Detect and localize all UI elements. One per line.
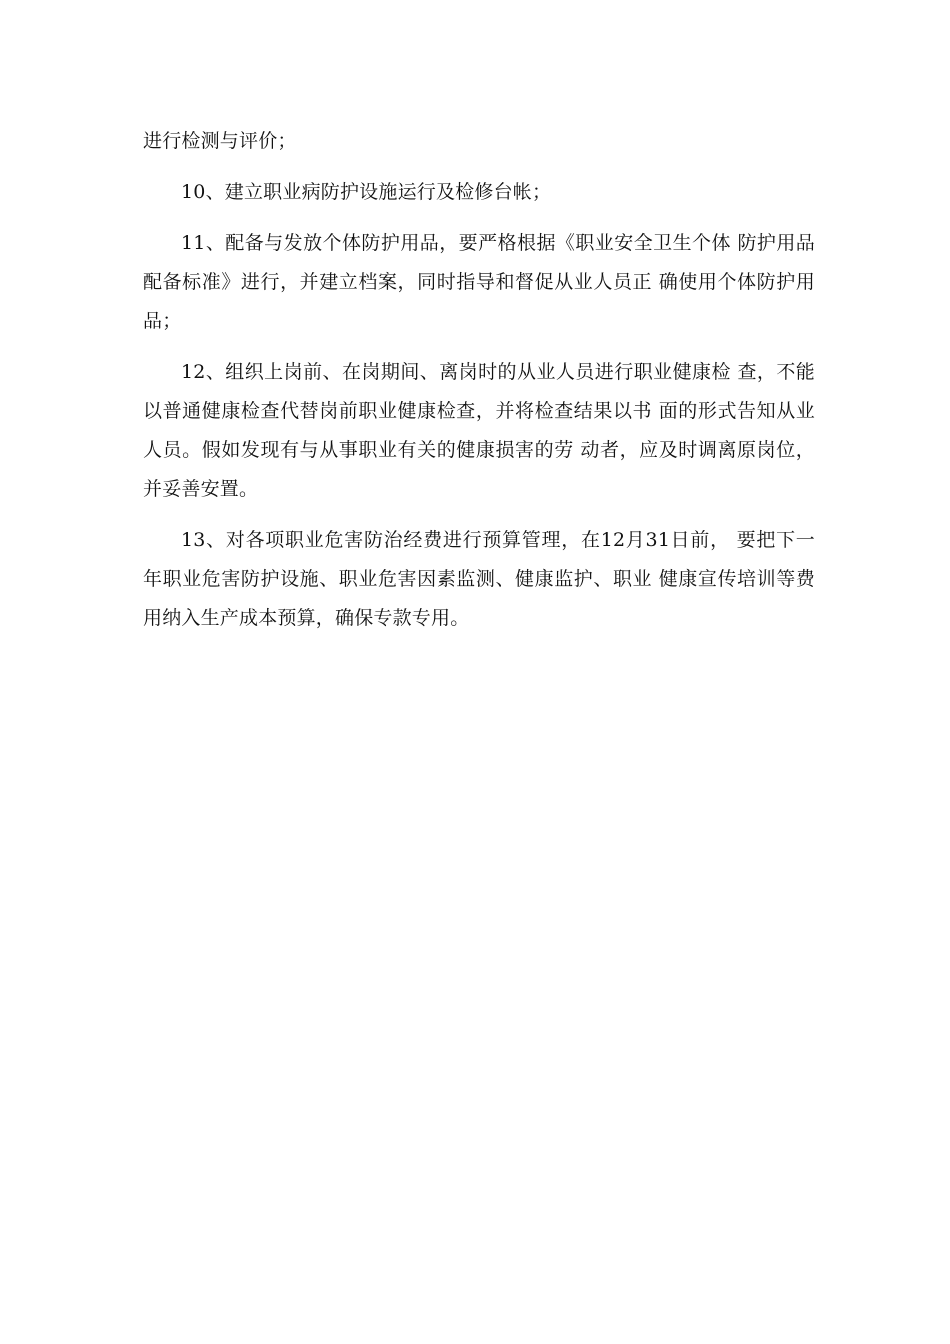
document-body xyxy=(143,122,815,650)
paragraph-item-10: 10、建立职业病防护设施运行及检修台帐； xyxy=(181,181,552,203)
paragraph-item-13: 13、对各项职业危害防治经费进行预算管理，在12月31日前， 要把下一年职业危害防护设施、职业危害因素监测、健康监护、职业 健康宣传培训等费用纳入生产成本预算，确保专款专用。 xyxy=(143,529,815,629)
paragraph-item-11: 11、配备与发放个体防护用品，要严格根据《职业安全卫生个体 防护用品配备标准》进行，并建立档案，同时指导和督促从业人员正 确使用个体防护用品； xyxy=(143,232,815,332)
paragraph-item-12: 12、组织上岗前、在岗期间、离岗时的从业人员进行职业健康检 查，不能以普通健康检查代替岗前职业健康检查，并将检查结果以书 面的形式告知从业人员。假如发现有与从事职业有关的健康损害的劳 动者，应及时调离原岗位，并妥善安置。 xyxy=(143,361,815,500)
paragraph-continuation: 进行检测与评价； xyxy=(143,130,297,152)
